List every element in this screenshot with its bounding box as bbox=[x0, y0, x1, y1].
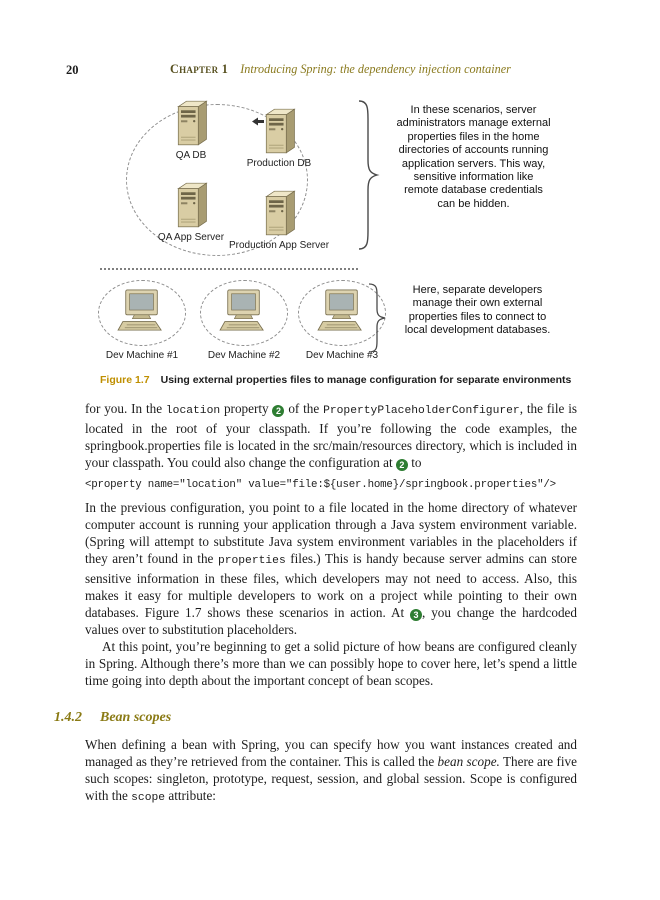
server-label: QA DB bbox=[175, 150, 207, 161]
code-snippet-property: <property name="location" value="file:${user.home}/springbook.properties"/> bbox=[85, 479, 556, 491]
server-label: Production App Server bbox=[228, 240, 330, 251]
computer-icon bbox=[315, 289, 369, 338]
paragraph-previous-config bbox=[85, 499, 577, 638]
server-icon bbox=[259, 106, 299, 156]
server-icon bbox=[259, 188, 299, 238]
emphasis-bean-scope: bean scope. bbox=[437, 754, 500, 769]
figure-caption-text: Using external properties files to manage configuration for separate environments bbox=[160, 374, 572, 386]
annotation-servers: In these scenarios, server administrators manage external properties files in the home directories of accounts running application servers. This way, sensitive information like remote database credentials can be hidden. bbox=[396, 104, 551, 210]
server-qa-app-server bbox=[150, 180, 232, 243]
server-icon bbox=[171, 98, 211, 148]
inline-code-scope: scope bbox=[131, 792, 166, 804]
machine-label: Dev Machine #3 bbox=[305, 350, 379, 361]
text-run: for you. In the bbox=[85, 401, 166, 416]
figure-caption bbox=[100, 374, 590, 386]
text-run: property bbox=[220, 401, 273, 416]
server-icon bbox=[171, 180, 211, 230]
curly-brace-icon bbox=[356, 98, 380, 257]
computer-icon bbox=[217, 289, 271, 338]
server-label: Production DB bbox=[246, 158, 312, 169]
figure-caption-label: Figure 1.7 bbox=[100, 374, 150, 386]
text-run: files.) This is handy because server admins can store sensitive information in these files, which developers may not need to access. Also, this makes it easy for multiple developers to work on a project while pointing to their own databases. Figure 1.7 shows these scenarios in action. At bbox=[85, 551, 577, 620]
text-run: , you change the hardcoded values over to substitution placeholders. bbox=[85, 605, 577, 637]
machine-label: Dev Machine #2 bbox=[207, 350, 281, 361]
computer-icon bbox=[115, 289, 169, 338]
figure-1-7 bbox=[0, 92, 660, 398]
dev-machine-2 bbox=[196, 280, 292, 366]
paragraph-location-config bbox=[85, 400, 577, 471]
server-label: QA App Server bbox=[157, 232, 225, 243]
curly-brace-icon bbox=[366, 282, 388, 359]
running-header bbox=[170, 62, 511, 77]
text-run: of the bbox=[284, 401, 324, 416]
text-run: There are five such scopes: singleton, prototype, request, session, and global session. Scope is configured with the bbox=[85, 754, 577, 803]
text-run: , the file is located in the root of your classpath. If you’re following the code examples, the springbook.properties file is located in the src/main/resources directory, which is included in your classpath. You could also change the configuration at bbox=[85, 401, 577, 470]
section-title: Bean scopes bbox=[100, 710, 172, 725]
chapter-label: Chapter 1 bbox=[170, 62, 229, 76]
server-qa-db bbox=[150, 98, 232, 161]
text-run: When defining a bean with Spring, you can specify how you want instances created and managed as they’re retrieved from the container. This is called the bbox=[85, 737, 577, 769]
dotted-divider bbox=[100, 268, 358, 270]
server-production-db bbox=[238, 106, 320, 169]
dev-machine-1 bbox=[94, 280, 190, 366]
server-production-app-server bbox=[228, 188, 330, 251]
paragraph-solid-picture: At this point, you’re beginning to get a solid picture of how beans are configured cleanly in Spring. Although there’s more than we can possibly hope to cover here, let’s spend a little time going into depth about the important concept of bean scopes. bbox=[85, 639, 577, 688]
inline-code-propertyplaceholderconfigurer: PropertyPlaceholderConfigurer bbox=[323, 405, 520, 417]
text-run: In the previous configuration, you point to a file located in the home directory of whatever computer account is running your application through a Java system environment variable. (Spring will attempt to substitute Java system environment variables in the placeholders if they aren’t found in the bbox=[85, 500, 577, 566]
chapter-title: Introducing Spring: the dependency injection container bbox=[240, 62, 511, 76]
callout-badge-3: 3 bbox=[410, 609, 422, 621]
body-text bbox=[54, 400, 577, 807]
section-heading-1-4-2 bbox=[54, 709, 577, 726]
page-number: 20 bbox=[66, 63, 79, 77]
machine-label: Dev Machine #1 bbox=[105, 350, 179, 361]
text-run: attribute: bbox=[165, 788, 216, 803]
arrow-left-icon bbox=[252, 113, 264, 131]
inline-code-location: location bbox=[165, 405, 221, 417]
section-number: 1.4.2 bbox=[54, 710, 82, 725]
callout-badge-2: 2 bbox=[272, 405, 284, 417]
text-run: to bbox=[407, 455, 422, 470]
annotation-developers: Here, separate developers manage their own external properties files to connect to local development databases. bbox=[404, 284, 551, 337]
paragraph-bean-scopes bbox=[85, 736, 577, 807]
page-header bbox=[0, 62, 660, 80]
callout-badge-2: 2 bbox=[396, 459, 408, 471]
inline-code-properties: properties bbox=[217, 555, 286, 567]
